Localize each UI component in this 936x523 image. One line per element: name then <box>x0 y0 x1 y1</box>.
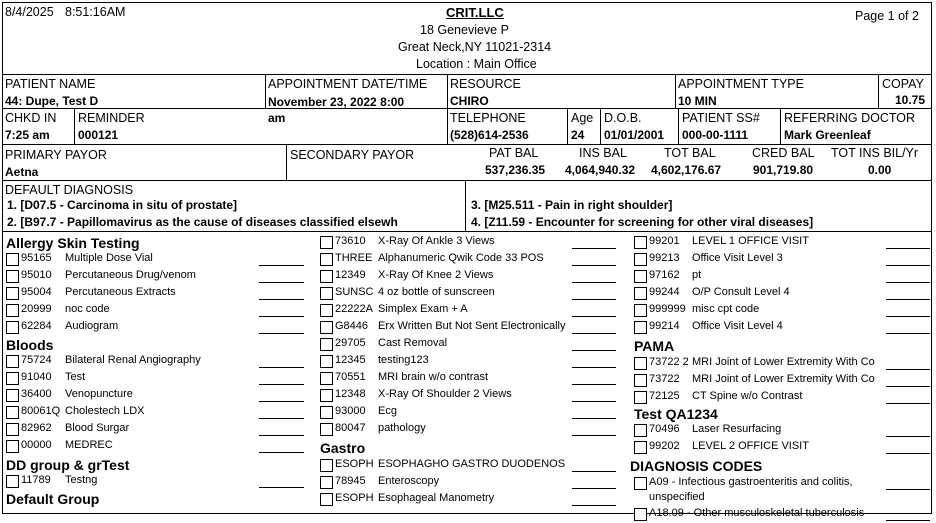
divider <box>2 108 932 109</box>
procedure-checkbox[interactable] <box>320 253 333 266</box>
procedure-checkbox[interactable] <box>6 475 19 488</box>
divider <box>286 144 287 180</box>
units-blank[interactable] <box>259 384 304 385</box>
procedure-code: 36400 <box>21 388 52 400</box>
procedure-item <box>320 371 620 387</box>
diagnosis-code-item <box>634 476 930 492</box>
procedure-checkbox[interactable] <box>634 357 647 370</box>
units-blank[interactable] <box>259 367 304 368</box>
appointment-datetime: November 23, 2022 8:00 <box>268 95 405 109</box>
procedure-code: 95165 <box>21 252 52 264</box>
procedure-item <box>634 356 930 372</box>
patient-name-label: PATIENT NAME <box>5 77 96 91</box>
procedure-code: 95004 <box>21 286 52 298</box>
procedure-checkbox[interactable] <box>320 406 333 419</box>
procedure-code: 11789 <box>21 474 51 486</box>
company-address-line2: Great Neck,NY 11021-2314 <box>398 40 552 54</box>
units-blank[interactable] <box>259 316 304 317</box>
referring-doctor-label: REFERRING DOCTOR <box>784 111 916 125</box>
age-label: Age <box>571 111 594 125</box>
procedure-description: Venopuncture <box>65 388 133 400</box>
units-blank[interactable] <box>572 282 616 283</box>
procedure-code: 82962 <box>21 422 52 434</box>
divider <box>447 74 448 144</box>
units-blank[interactable] <box>259 401 304 402</box>
procedure-code: 73610 <box>335 235 366 247</box>
procedure-checkbox[interactable] <box>634 236 647 249</box>
diagnosis-1: 1. [D07.5 - Carcinoma in situ of prostate] <box>7 198 238 212</box>
procedure-checkbox[interactable] <box>634 391 647 404</box>
procedure-item <box>634 423 930 439</box>
procedure-description: Laser Resurfacing <box>692 423 782 435</box>
diagnosis-2: 2. [B97.7 - Papillomavirus as the cause of diseases classified elsewh <box>7 215 398 229</box>
procedure-description: MEDREC <box>65 439 113 451</box>
copay: 10.75 <box>895 93 926 107</box>
procedure-description: noc code <box>65 303 110 315</box>
procedure-description: Audiogram <box>65 320 119 332</box>
procedure-description: Blood Surgar <box>65 422 130 434</box>
procedure-checkbox[interactable] <box>6 253 19 266</box>
procedure-item <box>634 390 930 406</box>
procedure-checkbox[interactable] <box>320 321 333 334</box>
procedure-checkbox[interactable] <box>634 441 647 454</box>
procedure-item <box>320 458 620 474</box>
diagnosis-3: 3. [M25.511 - Pain in right shoulder] <box>471 198 673 212</box>
procedure-code: 70496 <box>649 423 680 435</box>
procedure-code: 80047 <box>335 422 366 434</box>
pat-bal-label: PAT BAL <box>489 146 539 160</box>
procedure-code: 99202 <box>649 440 680 452</box>
procedure-description: X-Ray Of Knee 2 Views <box>378 269 494 281</box>
procedure-checkbox[interactable] <box>634 424 647 437</box>
units-blank[interactable] <box>886 265 930 266</box>
tot-bal-label: TOT BAL <box>664 146 716 160</box>
procedure-item <box>6 405 306 421</box>
procedure-item <box>320 475 620 491</box>
procedure-item <box>320 422 620 438</box>
print-date: 8/4/2025 <box>5 5 54 19</box>
units-blank[interactable] <box>572 488 616 489</box>
reminder: 000121 <box>78 128 119 142</box>
procedure-item <box>6 422 306 438</box>
group-pama: PAMA <box>634 338 675 354</box>
procedure-code: 97162 <box>649 269 680 281</box>
appointment-datetime-label: APPOINTMENT DATE/TIME <box>268 77 428 91</box>
divider <box>2 74 932 75</box>
procedure-item <box>320 388 620 404</box>
procedure-code: 73722 2 <box>649 356 689 368</box>
procedure-item <box>6 388 306 404</box>
units-blank[interactable] <box>259 333 304 334</box>
procedure-item <box>320 337 620 353</box>
procedure-code: 93000 <box>335 405 366 417</box>
procedure-code: 95010 <box>21 269 52 281</box>
procedure-item <box>320 354 620 370</box>
procedure-checkbox[interactable] <box>320 389 333 402</box>
procedure-description: Office Visit Level 3 <box>692 252 783 264</box>
procedure-checkbox[interactable] <box>634 287 647 300</box>
procedure-code: 78945 <box>335 475 366 487</box>
procedure-checkbox[interactable] <box>6 321 19 334</box>
diagnosis-code-text-continued: unspecified <box>649 491 705 503</box>
procedure-checkbox[interactable] <box>6 389 19 402</box>
procedure-checkbox[interactable] <box>634 253 647 266</box>
units-blank[interactable] <box>572 299 616 300</box>
referring-doctor: Mark Greenleaf <box>784 128 871 142</box>
units-blank[interactable] <box>886 403 930 404</box>
procedure-code: 80061Q <box>21 405 61 417</box>
procedure-item <box>6 252 306 268</box>
divider <box>265 74 266 108</box>
procedure-item <box>320 286 620 302</box>
procedure-checkbox[interactable] <box>6 440 19 453</box>
procedure-item <box>634 440 930 456</box>
procedure-item <box>320 252 620 268</box>
procedure-item <box>6 320 306 336</box>
units-blank[interactable] <box>572 350 616 351</box>
units-blank[interactable] <box>886 316 930 317</box>
units-blank[interactable] <box>886 333 930 334</box>
divider <box>675 74 676 108</box>
procedure-code: 00000 <box>21 439 52 451</box>
ssn-label: PATIENT SS# <box>682 111 760 125</box>
procedure-checkbox[interactable] <box>6 423 19 436</box>
procedure-checkbox[interactable] <box>6 304 19 317</box>
units-blank[interactable] <box>572 265 616 266</box>
procedure-checkbox[interactable] <box>320 236 333 249</box>
procedure-code: 75724 <box>21 354 52 366</box>
procedure-item <box>6 354 306 370</box>
procedure-item <box>634 373 930 389</box>
units-blank[interactable] <box>572 316 616 317</box>
procedure-item <box>6 303 306 319</box>
procedure-item <box>6 371 306 387</box>
checked-in: 7:25 am <box>5 128 50 142</box>
procedure-description: 4 oz bottle of sunscreen <box>378 286 495 298</box>
procedure-code: SUNSC <box>335 286 374 298</box>
procedure-description: Esophageal Manometry <box>378 492 495 504</box>
primary-payor-label: PRIMARY PAYOR <box>5 148 107 162</box>
divider <box>465 180 466 231</box>
cred-bal-label: CRED BAL <box>752 146 815 160</box>
units-blank[interactable] <box>259 299 304 300</box>
procedure-description: Multiple Dose Vial <box>65 252 153 264</box>
procedure-description: Alphanumeric Qwik Code 33 POS <box>378 252 544 264</box>
divider <box>600 108 601 144</box>
units-blank[interactable] <box>886 386 930 387</box>
procedure-description: pathology <box>378 422 426 434</box>
divider <box>678 108 679 144</box>
procedure-item <box>6 439 306 455</box>
procedure-item <box>320 405 620 421</box>
procedure-checkbox[interactable] <box>6 287 19 300</box>
procedure-item <box>634 235 930 251</box>
group-gastro: Gastro <box>320 440 366 456</box>
procedure-checkbox[interactable] <box>6 406 19 419</box>
page-number: Page 1 of 2 <box>855 9 919 23</box>
procedure-code: 70551 <box>335 371 366 383</box>
procedure-checkbox[interactable] <box>634 270 647 283</box>
procedure-code: 91040 <box>21 371 52 383</box>
procedure-description: LEVEL 1 OFFICE VISIT <box>692 235 809 247</box>
procedure-checkbox[interactable] <box>634 374 647 387</box>
company-address-line1: 18 Genevieve P <box>420 23 509 37</box>
procedure-checkbox[interactable] <box>320 493 333 506</box>
divider <box>74 108 75 144</box>
procedure-item <box>634 252 930 268</box>
group-allergy-skin-testing: Allergy Skin Testing <box>6 235 140 251</box>
procedure-checkbox[interactable] <box>320 459 333 472</box>
procedure-checkbox[interactable] <box>320 338 333 351</box>
units-blank[interactable] <box>259 282 304 283</box>
procedure-item <box>634 269 930 285</box>
procedure-description: X-Ray Of Ankle 3 Views <box>378 235 495 247</box>
procedure-code: 72125 <box>649 390 680 402</box>
diagnosis-code-text: A09 - Infectious gastroenteritis and colitis, <box>649 476 853 488</box>
secondary-payor-label: SECONDARY PAYOR <box>290 148 415 162</box>
procedure-code: 999999 <box>649 303 686 315</box>
copay-label: COPAY <box>882 77 924 91</box>
procedure-checkbox[interactable] <box>320 372 333 385</box>
procedure-checkbox[interactable] <box>6 270 19 283</box>
procedure-code: 20999 <box>21 303 52 315</box>
primary-payor: Aetna <box>5 165 39 179</box>
procedure-checkbox[interactable] <box>6 355 19 368</box>
procedure-description: Cast Removal <box>378 337 448 349</box>
procedure-item <box>634 320 930 336</box>
procedure-code: 22222A <box>335 303 373 315</box>
procedure-code: 12345 <box>335 354 366 366</box>
print-time: 8:51:16AM <box>65 5 126 19</box>
units-blank[interactable] <box>259 418 304 419</box>
group-default: Default Group <box>6 491 100 507</box>
ssn: 000-00-1111 <box>682 128 749 142</box>
patient-name: 44: Dupe, Test D <box>5 94 99 108</box>
procedure-item <box>6 269 306 285</box>
procedure-description: ESOPHAGHO GASTRO DUODENOS <box>378 458 566 470</box>
procedure-description: Enteroscopy <box>378 475 440 487</box>
default-diagnosis-label: DEFAULT DIAGNOSIS <box>5 183 134 197</box>
resource: CHIRO <box>450 94 489 108</box>
procedure-description: Test <box>65 371 86 383</box>
procedure-code: G8446 <box>335 320 369 332</box>
units-blank[interactable] <box>886 369 930 370</box>
units-blank[interactable] <box>572 367 616 368</box>
units-blank[interactable] <box>572 435 616 436</box>
divider <box>567 108 568 144</box>
procedure-description: Percutaneous Extracts <box>65 286 176 298</box>
diagnosis-code-text: A18.09 - Other musculoskeletal tuberculosis <box>649 507 865 519</box>
group-test-qa1234: Test QA1234 <box>634 406 718 422</box>
procedure-item <box>6 474 306 490</box>
procedure-description: misc cpt code <box>692 303 760 315</box>
procedure-description: MRI Joint of Lower Extremity With Co <box>692 373 875 385</box>
dob: 01/01/2001 <box>604 128 665 142</box>
procedure-item <box>320 492 620 508</box>
procedure-checkbox[interactable] <box>320 355 333 368</box>
procedure-description: testing123 <box>378 354 429 366</box>
procedure-description: X-Ray Of Shoulder 2 Views <box>378 388 512 400</box>
appointment-ampm: am <box>268 111 286 125</box>
procedure-checkbox[interactable] <box>634 321 647 334</box>
procedure-code: 29705 <box>335 337 366 349</box>
procedure-description: Testng <box>65 474 98 486</box>
procedure-code: 99201 <box>649 235 680 247</box>
procedure-checkbox[interactable] <box>634 304 647 317</box>
group-dd-grtest: DD group & grTest <box>6 457 130 473</box>
procedure-description: LEVEL 2 OFFICE VISIT <box>692 440 809 452</box>
procedure-description: Ecg <box>378 405 397 417</box>
tot-bal: 4,602,176.67 <box>651 163 722 177</box>
procedure-item <box>6 286 306 302</box>
units-blank[interactable] <box>886 436 930 437</box>
checked-in-label: CHKD IN <box>5 111 57 125</box>
company-name: CRIT.LLC <box>446 5 504 20</box>
appointment-type: 10 MIN <box>678 94 717 108</box>
procedure-code: 99214 <box>649 320 680 332</box>
procedure-code: 73722 <box>649 373 680 385</box>
procedure-description: MRI Joint of Lower Extremity With Co <box>692 356 875 368</box>
resource-label: RESOURCE <box>450 77 521 91</box>
diagnosis-code-item <box>634 507 930 523</box>
units-blank[interactable] <box>886 520 930 521</box>
procedure-item <box>634 303 930 319</box>
dob-label: D.O.B. <box>604 111 642 125</box>
procedure-item <box>320 303 620 319</box>
cred-bal: 901,719.80 <box>753 163 814 177</box>
procedure-item <box>320 235 620 251</box>
units-blank[interactable] <box>572 471 616 472</box>
procedure-item <box>320 320 620 336</box>
procedure-description: CT Spine w/o Contrast <box>692 390 803 402</box>
procedure-item <box>634 286 930 302</box>
procedure-checkbox[interactable] <box>6 372 19 385</box>
units-blank[interactable] <box>259 265 304 266</box>
tot-ins-bil-label: TOT INS BIL/Yr <box>831 146 919 160</box>
divider <box>2 180 932 181</box>
procedure-code: 12348 <box>335 388 366 400</box>
divider <box>878 74 879 108</box>
procedure-description: MRI brain w/o contrast <box>378 371 489 383</box>
procedure-code: 62284 <box>21 320 52 332</box>
units-blank[interactable] <box>259 487 304 488</box>
telephone: (528)614-2536 <box>450 128 529 142</box>
procedure-description: Cholestech LDX <box>65 405 145 417</box>
diagnosis-4: 4. [Z11.59 - Encounter for screening for other viral diseases] <box>471 215 814 229</box>
ins-bal-label: INS BAL <box>579 146 627 160</box>
procedure-checkbox[interactable] <box>320 476 333 489</box>
procedure-code: ESOPH <box>335 458 374 470</box>
divider <box>780 108 781 144</box>
divider <box>2 144 932 145</box>
procedure-checkbox[interactable] <box>320 287 333 300</box>
units-blank[interactable] <box>886 248 930 249</box>
procedure-description: Bilateral Renal Angiography <box>65 354 201 366</box>
procedure-code: ESOPH <box>335 492 374 504</box>
units-blank[interactable] <box>572 505 616 506</box>
procedure-description: Erx Written But Not Sent Electronically <box>378 320 566 332</box>
company-location: Location : Main Office <box>416 57 537 71</box>
units-blank[interactable] <box>886 453 930 454</box>
tot-ins-bil: 0.00 <box>868 163 892 177</box>
procedure-code: 99213 <box>649 252 680 264</box>
age: 24 <box>571 128 585 142</box>
units-blank[interactable] <box>259 452 304 453</box>
ins-bal: 4,064,940.32 <box>565 163 636 177</box>
divider <box>2 231 932 232</box>
reminder-label: REMINDER <box>78 111 145 125</box>
units-blank[interactable] <box>886 299 930 300</box>
procedure-checkbox[interactable] <box>320 270 333 283</box>
units-blank[interactable] <box>886 282 930 283</box>
diagnosis-checkbox[interactable] <box>634 477 647 490</box>
procedure-code: THREE <box>335 252 373 264</box>
group-diagnosis-codes: DIAGNOSIS CODES <box>630 458 763 474</box>
procedure-description: Office Visit Level 4 <box>692 320 783 332</box>
pat-bal: 537,236.35 <box>485 163 546 177</box>
procedure-description: Percutaneous Drug/venom <box>65 269 196 281</box>
units-blank[interactable] <box>259 435 304 436</box>
appointment-type-label: APPOINTMENT TYPE <box>678 77 804 91</box>
procedure-description: pt <box>692 269 702 281</box>
procedure-description: Simplex Exam + A <box>378 303 468 315</box>
procedure-checkbox[interactable] <box>320 304 333 317</box>
units-blank[interactable] <box>572 418 616 419</box>
units-blank[interactable] <box>572 248 616 249</box>
procedure-item <box>320 269 620 285</box>
telephone-label: TELEPHONE <box>450 111 526 125</box>
units-blank[interactable] <box>572 384 616 385</box>
units-blank[interactable] <box>886 489 930 490</box>
units-blank[interactable] <box>572 333 616 334</box>
group-bloods: Bloods <box>6 337 54 353</box>
procedure-description: O/P Consult Level 4 <box>692 286 790 298</box>
procedure-code: 12349 <box>335 269 366 281</box>
units-blank[interactable] <box>572 401 616 402</box>
procedure-checkbox[interactable] <box>320 423 333 436</box>
procedure-code: 99244 <box>649 286 680 298</box>
